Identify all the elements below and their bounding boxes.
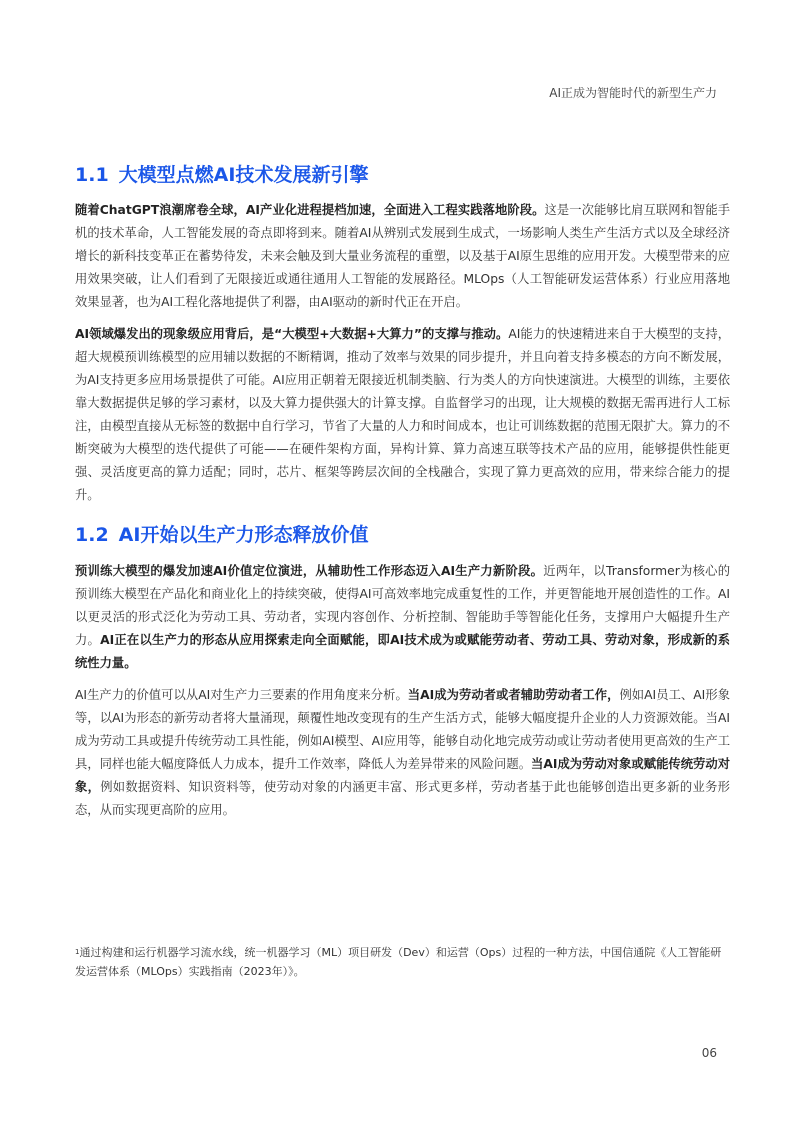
running-header: AI正成为智能时代的新型生产力 — [549, 86, 717, 100]
paragraph-bold-1: 当AI成为劳动者或者辅助劳动者工作， — [407, 688, 620, 702]
paragraph-body: 这是一次能够比肩互联网和智能手机的技术革命，人工智能发展的奇点即将到来。随着AI从辨别式发展到生成式，一场影响人类生产生活方式以及全球经济增长的新科技变革正在蓄势待发，未来会触及到大量业务流程的重塑，以及基于AI原生思维的应用开发。大模型带来的应用效果突破，让人们看到了无限接近或通往通用人工智能的发展路径。MLOps（人工智能研发运营体系）行业应用落地效果显著，也为AI工程化落地提供了利器，由AI驱动的新时代正在开启。 — [75, 203, 730, 309]
paragraph-lead: 预训练大模型的爆发加速AI价值定位演进，从辅助性工作形态迈入AI生产力新阶段。 — [75, 564, 544, 578]
paragraph-lead: 随着ChatGPT浪潮席卷全球，AI产业化进程提档加速，全面进入工程实践落地阶段。 — [75, 203, 545, 217]
paragraph-end: 例如数据资料、知识资料等，使劳动对象的内涵更丰富、形式更多样，劳动者基于此也能够创造出更多新的业务形态，从而实现更高阶的应用。 — [75, 780, 730, 817]
paragraph-body: 近两年，以Transformer为核心的预训练大模型在产品化和商业化上的持续突破，使得AI可高效率地完成重复性的工作，并更智能地开展创造性的工作。AI以更灵活的形式泛化为劳动工具、劳动者，实现内容创作、分析控制、智能助手等智能化任务，支撑用户大幅提升生产力。 — [75, 564, 731, 647]
paragraph-mid: 例如AI员工、AI形象等，以AI为形态的新劳动者将大量涌现，颠覆性地改变现有的生产生活方式，能够大幅度提升企业的人力资源效能。当AI成为劳动工具或提升传统劳动工具性能，例如AI模型、AI应用等，能够自动化地完成劳动或让劳动者使用更高效的生产工具，同样也能大幅度降低人力成本，提升工作效率，降低人为差异带来的风险问题。 — [75, 688, 730, 771]
section-heading-text: AI开始以生产力形态释放价值 — [118, 524, 369, 546]
paragraph-body: AI能力的快速精进来自于大模型的支持，超大规模预训练模型的应用辅以数据的不断精调，推动了效率与效果的同步提升，并且向着支持多模态的方向不断发展，为AI支持更多应用场景提供了可能。AI应用正朝着无限接近机制类脑、行为类人的方向快速演进。大模型的训练，主要依靠大数据提供足够的学习素材，以及大算力提供强大的计算支撑。自监督学习的出现，让大规模的数据无需再进行人工标注，由模型直接从无标签的数据中自行学习，节省了大量的人力和时间成本，也让可训练数据的范围无限扩大。算力的不断突破为大模型的迭代提供了可能——在硬件架构方面，异构计算、算力高速互联等技术产品的应用，能够提供性能更强、灵活度更高的算力适配；同时，芯片、框架等跨层次间的全栈融合，实现了算力更高效的应用，带来综合能力的提升。 — [75, 327, 730, 502]
section-number: 1.2 — [75, 524, 109, 546]
paragraph-1-1-a — [75, 199, 730, 314]
paragraph-1-2-b — [75, 684, 730, 822]
footnote-text: 通过构建和运行机器学习流水线，统一机器学习（ML）项目研发（Dev）和运营（Ops）过程的一种方法，中国信通院《人工智能研发运营体系（MLOps）实践指南（2023年）》。 — [75, 946, 722, 978]
paragraph-tail-bold: AI正在以生产力的形态从应用探索走向全面赋能，即AI技术成为或赋能劳动者、劳动工具、劳动对象，形成新的系统性力量。 — [75, 633, 730, 670]
paragraph-1-1-b — [75, 323, 730, 507]
page-number: 06 — [701, 1046, 717, 1060]
footnote-marker: 1 — [75, 948, 80, 956]
paragraph-1-2-a — [75, 560, 730, 675]
paragraph-bold-2: 当AI成为劳动对象或赋能传统劳动对象， — [75, 757, 730, 794]
section-number: 1.1 — [75, 164, 109, 186]
paragraph-intro: AI生产力的价值可以从AI对生产力三要素的作用角度来分析。 — [75, 688, 408, 702]
footnote — [75, 943, 725, 981]
section-heading-text: 大模型点燃AI技术发展新引擎 — [118, 164, 369, 186]
paragraph-lead: AI领域爆发出的现象级应用背后，是“大模型+大数据+大算力”的支撑与推动。 — [75, 327, 509, 341]
section-title-1-2 — [75, 520, 368, 547]
section-title-1-1 — [75, 160, 368, 187]
